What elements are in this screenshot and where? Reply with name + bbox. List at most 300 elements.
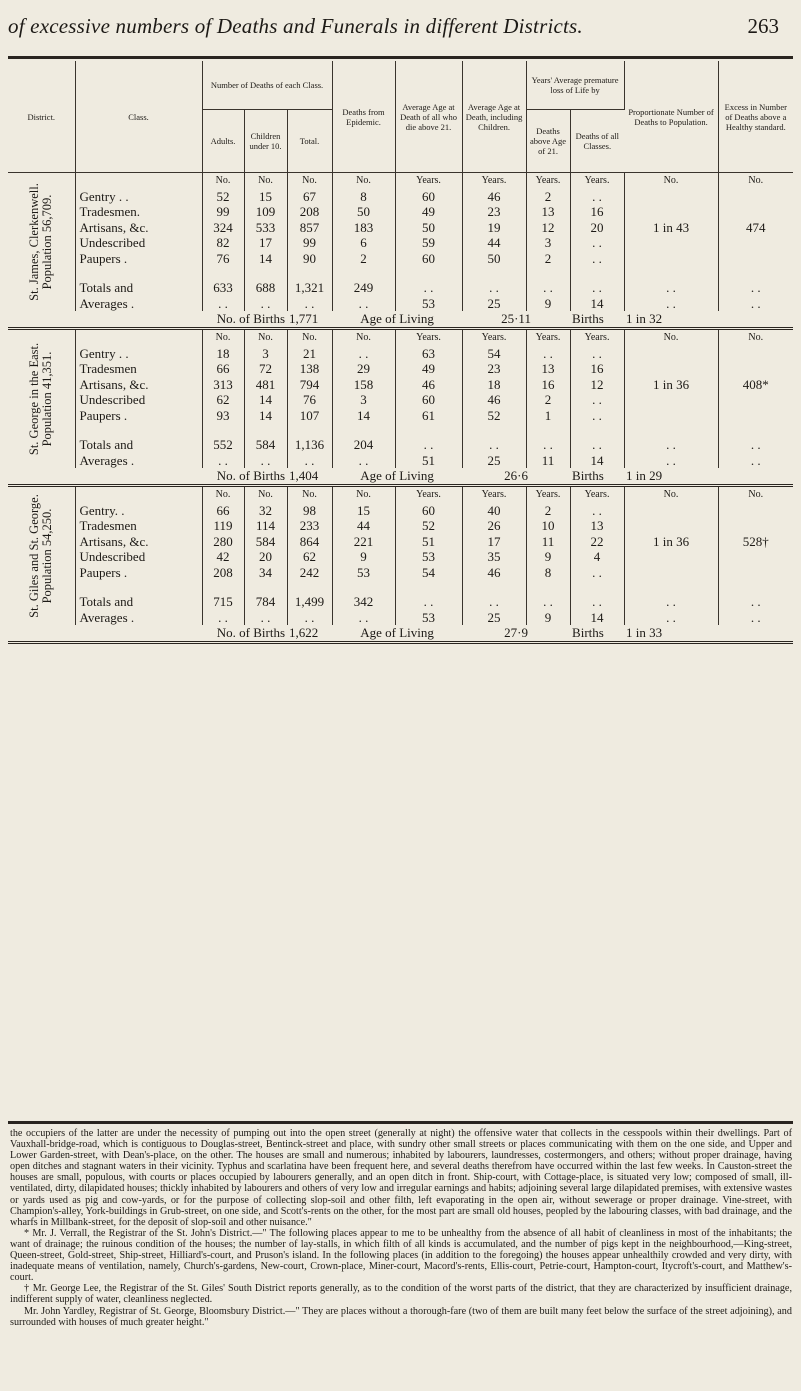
cell-adults: 62 xyxy=(202,392,244,408)
footnote-yardley: Mr. John Yardley, Registrar of St. George, Bloomsbury District.—" They are places without a thorough-fare (two of them are built many feet below the surface of the street adjoining), and surrounded with houses of much greater height." xyxy=(10,1305,792,1328)
totals-epidemic: 204 xyxy=(332,437,395,453)
cell-age21: 60 xyxy=(395,503,462,519)
empty-mark: . . xyxy=(202,610,244,626)
cell-loss21: 11 xyxy=(526,534,570,550)
footnote-verrall: * Mr. J. Verrall, the Registrar of the St. John's District.—" The following places appear to me to be unhealthy from the absence of all habit of cleanliness in most of the inhabitants; the want of drainage; the ruinous condition of the houses; the number of lay-stalls, in which filth of all kinds is accumulated, and the number of pigs kept in the neighbourhood,—King-street, Queen-street, Gold-street, Ship-street, Hilliard's-court, and Pruson's island. In the following places (in addition to the foregoing) the houses appear unhealthily crowded and very dirty, with inadequate means of ventilation, namely, Church's-gardens, New-court, Crown-place, Miner-court, Macord's-rents, Ellis-court, Petrie-court, Hampton-court, Itycroft's-court, and Matthew's-court. xyxy=(10,1227,792,1284)
cell-total: 90 xyxy=(287,251,332,267)
unit-label: Years. xyxy=(462,329,526,346)
cell-adults: 52 xyxy=(202,189,244,205)
empty-mark: . . xyxy=(244,453,287,469)
empty-mark: . . xyxy=(332,453,395,469)
cell-adults: 18 xyxy=(202,346,244,362)
cell-loss21: 2 xyxy=(526,392,570,408)
cell-loss21: 8 xyxy=(526,565,570,581)
cell-children: 3 xyxy=(244,346,287,362)
cell-lossall: 13 xyxy=(570,518,624,534)
unit-label: No. xyxy=(244,486,287,503)
class-name: Tradesmen xyxy=(75,518,202,534)
unit-label: Years. xyxy=(395,173,462,189)
births-word: Births xyxy=(570,468,624,486)
cell-children: 481 xyxy=(244,377,287,393)
empty-mark: . . xyxy=(244,296,287,312)
cell-adults: 76 xyxy=(202,251,244,267)
cell-adults: 42 xyxy=(202,549,244,565)
cell-age21: 49 xyxy=(395,361,462,377)
excess-value: 474 xyxy=(746,219,766,235)
births-row xyxy=(8,625,793,643)
cell-children: 14 xyxy=(244,392,287,408)
cell-total: 242 xyxy=(287,565,332,581)
cell-age21: 54 xyxy=(395,565,462,581)
living-value: 25·11 xyxy=(462,311,570,329)
cell-children: 14 xyxy=(244,251,287,267)
cell-loss21: 2 xyxy=(526,189,570,205)
table-row xyxy=(8,346,793,362)
cell-ageall: 52 xyxy=(462,408,526,424)
cell-total: 233 xyxy=(287,518,332,534)
cell-ageall: 46 xyxy=(462,189,526,205)
col-deaths-epidemic: Deaths from Epidemic. xyxy=(332,61,395,173)
top-rule xyxy=(8,56,793,59)
cell-adults: 66 xyxy=(202,361,244,377)
totals-row xyxy=(8,437,793,453)
unit-label: No. xyxy=(624,173,718,189)
spacer-cell xyxy=(718,266,793,280)
proportion-value: 1 in 36 xyxy=(624,503,718,581)
cell-loss21: 9 xyxy=(526,549,570,565)
page-number: 263 xyxy=(747,14,779,38)
district-label xyxy=(8,329,75,469)
spacer-cell xyxy=(75,580,202,594)
cell-lossall: . . xyxy=(570,189,624,205)
cell-loss21: 2 xyxy=(526,251,570,267)
empty-mark: . . xyxy=(624,610,718,626)
paragraph: the occupiers of the latter are under the necessity of pumping out into the open street (generally at night) the offensive water that collects in the cesspools within their dwellings. Part of Vauxhall-bridge-road, which is contiguous to Douglas-street, Bentinck-street and place, with sundry other small streets or places communicating with them on the one side, and Upper and Lower Garden-street, with Dean's-place, on the other. The houses are small and numerous; inhabited by labourers, laundresses, costermongers, and others; without proper drainage, having open ditches and stagnant waters in their vicinity. Typhus and scarlatina have been frequent here, and several deaths therefrom have occurred within the last few weeks. In Causton-street the houses are small, populous, with courts or places occupied by labourers generally, and an open ditch in front. Ship-court, with Cottage-place, is situated very low; composed of small, ill-ventilated, dirty, dilapidated houses; thickly inhabited by labourers and others of very low and irregular earnings and habits; adjoining several large dilapidated premises, with extensive wastes or yards used as pig and cow-yards, or for the purpose of collecting slop-soil and other filth, left evaporating in the open air, without sewerage or proper drainage. Vine-street, with Champion's-alley, York-buildings in Grub-street, on one side, and Scott's-rents on the other, for the most part are small old houses, peopled by the labouring classes, with bad drainage, and the wharfs in Millbank-street, for the deposit of slop-soil and other nuisance." xyxy=(10,1128,792,1228)
footnote-lee: † Mr. George Lee, the Registrar of the St. Giles' South District reports generally, as to the condition of the worst parts of the district, that they are characterized by insufficient drainage, indifferent supply of water, cleanliness neglected. xyxy=(10,1283,792,1306)
col-number-of-deaths: Number of Deaths of each Class. xyxy=(202,61,332,110)
spacer-cell xyxy=(395,580,462,594)
cell-adults: 66 xyxy=(202,503,244,519)
spacer-row xyxy=(8,423,793,437)
empty-mark: . . xyxy=(287,453,332,469)
cell-loss21: 3 xyxy=(526,235,570,251)
unit-label: No. xyxy=(202,486,244,503)
totals-children: 688 xyxy=(244,280,287,296)
class-name: Tradesmen. xyxy=(75,204,202,220)
unit-label: No. xyxy=(287,173,332,189)
totals-row xyxy=(8,280,793,296)
cell-loss21: 12 xyxy=(526,220,570,236)
cell-lossall: . . xyxy=(570,235,624,251)
births-label: No. of Births xyxy=(75,311,287,329)
table-row xyxy=(8,503,793,519)
class-name: Artisans, &c. xyxy=(75,220,202,236)
empty-mark: . . xyxy=(750,609,761,625)
empty-mark: . . xyxy=(750,452,761,468)
cell-ageall: 17 xyxy=(462,534,526,550)
cell-total: 138 xyxy=(287,361,332,377)
cell-total: 857 xyxy=(287,220,332,236)
class-name: Gentry. . xyxy=(75,503,202,519)
births-label-blank xyxy=(8,468,75,486)
cell-epidemic: 9 xyxy=(332,549,395,565)
averages-age21: 51 xyxy=(395,453,462,469)
spacer-cell xyxy=(202,580,244,594)
col-district: District. xyxy=(8,61,75,173)
district-population: Population 56,709. xyxy=(40,194,55,290)
spacer-cell xyxy=(570,266,624,280)
empty-mark: . . xyxy=(462,280,526,296)
cell-age21: 53 xyxy=(395,549,462,565)
cell-epidemic: 44 xyxy=(332,518,395,534)
class-name: Artisans, &c. xyxy=(75,534,202,550)
averages-row xyxy=(8,610,793,626)
body-text xyxy=(10,1128,792,1328)
class-name: Paupers . xyxy=(75,251,202,267)
empty-mark: . . xyxy=(526,280,570,296)
class-name: Tradesmen xyxy=(75,361,202,377)
class-name: Undescribed xyxy=(75,549,202,565)
living-value: 26·6 xyxy=(462,468,570,486)
cell-epidemic: 29 xyxy=(332,361,395,377)
living-value: 27·9 xyxy=(462,625,570,643)
cell-age21: 63 xyxy=(395,346,462,362)
averages-loss21: 9 xyxy=(526,610,570,626)
births-word: Births xyxy=(570,625,624,643)
totals-label: Totals and xyxy=(75,280,202,296)
cell-loss21: 16 xyxy=(526,377,570,393)
cell-adults: 82 xyxy=(202,235,244,251)
cell-loss21: 1 xyxy=(526,408,570,424)
empty-mark: . . xyxy=(570,437,624,453)
class-name: Paupers . xyxy=(75,408,202,424)
cell-age21: 49 xyxy=(395,204,462,220)
cell-children: 72 xyxy=(244,361,287,377)
unit-label: Years. xyxy=(570,173,624,189)
cell-loss21: 10 xyxy=(526,518,570,534)
class-cell-blank xyxy=(75,486,202,503)
empty-mark: . . xyxy=(750,437,761,452)
col-excess: Excess in Number of Deaths above a Healthy standard. xyxy=(718,61,793,173)
totals-label: Totals and xyxy=(75,437,202,453)
cell-age21: 59 xyxy=(395,235,462,251)
empty-mark: . . xyxy=(202,296,244,312)
unit-label: No. xyxy=(624,486,718,503)
cell-lossall: . . xyxy=(570,392,624,408)
births-value: 1,622 xyxy=(287,625,332,643)
cell-children: 15 xyxy=(244,189,287,205)
unit-label: No. xyxy=(332,329,395,346)
cell-ageall: 23 xyxy=(462,204,526,220)
averages-label: Averages . xyxy=(75,610,202,626)
births-word: Births xyxy=(570,311,624,329)
cell-epidemic: 2 xyxy=(332,251,395,267)
col-class: Class. xyxy=(75,61,202,173)
averages-lossall: 14 xyxy=(570,610,624,626)
spacer-cell xyxy=(624,266,718,280)
spacer-cell xyxy=(462,423,526,437)
living-label: Age of Living xyxy=(332,625,462,643)
unit-row xyxy=(8,173,793,189)
spacer-cell xyxy=(244,266,287,280)
averages-loss21: 9 xyxy=(526,296,570,312)
cell-total: 794 xyxy=(287,377,332,393)
unit-label: Years. xyxy=(395,329,462,346)
spacer-cell xyxy=(287,423,332,437)
cell-total: 76 xyxy=(287,392,332,408)
cell-children: 109 xyxy=(244,204,287,220)
district-label xyxy=(8,173,75,312)
averages-age21: 53 xyxy=(395,296,462,312)
class-name: Artisans, &c. xyxy=(75,377,202,393)
births-label: No. of Births xyxy=(75,468,287,486)
cell-adults: 93 xyxy=(202,408,244,424)
col-deaths-all-classes: Deaths of all Classes. xyxy=(570,110,624,173)
district-label xyxy=(8,486,75,626)
cell-epidemic: 221 xyxy=(332,534,395,550)
cell-adults: 208 xyxy=(202,565,244,581)
empty-mark: . . xyxy=(624,453,718,469)
cell-lossall: . . xyxy=(570,346,624,362)
unit-label: No. xyxy=(244,329,287,346)
spacer-cell xyxy=(570,580,624,594)
cell-children: 114 xyxy=(244,518,287,534)
spacer-cell xyxy=(462,266,526,280)
spacer-cell xyxy=(202,266,244,280)
living-label: Age of Living xyxy=(332,468,462,486)
cell-loss21: 2 xyxy=(526,503,570,519)
cell-children: 34 xyxy=(244,565,287,581)
spacer-cell xyxy=(202,423,244,437)
spacer-cell xyxy=(75,266,202,280)
births-label-blank xyxy=(8,311,75,329)
cell-total: 864 xyxy=(287,534,332,550)
empty-mark: . . xyxy=(395,280,462,296)
district-name-block xyxy=(28,183,54,301)
cell-age21: 61 xyxy=(395,408,462,424)
unit-row xyxy=(8,329,793,346)
class-name: Undescribed xyxy=(75,235,202,251)
births-value: 1,404 xyxy=(287,468,332,486)
cell-epidemic: 183 xyxy=(332,220,395,236)
cell-lossall: . . xyxy=(570,408,624,424)
table-body xyxy=(8,173,793,643)
totals-total: 1,321 xyxy=(287,280,332,296)
cell-ageall: 44 xyxy=(462,235,526,251)
totals-total: 1,136 xyxy=(287,437,332,453)
spacer-cell xyxy=(526,423,570,437)
cell-age21: 50 xyxy=(395,220,462,236)
unit-label: Years. xyxy=(462,173,526,189)
averages-label: Averages . xyxy=(75,453,202,469)
spacer-cell xyxy=(332,423,395,437)
spacer-cell xyxy=(624,423,718,437)
col-avg-age-21: Average Age at Death of all who die above 21. xyxy=(395,61,462,173)
cell-epidemic: 15 xyxy=(332,503,395,519)
unit-label: Years. xyxy=(570,329,624,346)
empty-mark: . . xyxy=(202,453,244,469)
empty-mark: . . xyxy=(624,296,718,312)
district-name: St. James, Clerkenwell. xyxy=(27,183,42,301)
cell-ageall: 46 xyxy=(462,392,526,408)
unit-row xyxy=(8,486,793,503)
cell-total: 21 xyxy=(287,346,332,362)
spacer-row xyxy=(8,266,793,280)
cell-total: 62 xyxy=(287,549,332,565)
totals-epidemic: 249 xyxy=(332,280,395,296)
class-cell-blank xyxy=(75,173,202,189)
unit-label: No. xyxy=(748,332,764,343)
averages-label: Averages . xyxy=(75,296,202,312)
empty-mark: . . xyxy=(570,594,624,610)
cell-lossall: . . xyxy=(570,565,624,581)
cell-ageall: 35 xyxy=(462,549,526,565)
empty-mark: . . xyxy=(526,437,570,453)
unit-label: Years. xyxy=(526,173,570,189)
col-avg-age-all: Average Age at Death, including Children. xyxy=(462,61,526,173)
spacer-cell xyxy=(287,266,332,280)
unit-label: No. xyxy=(287,329,332,346)
empty-mark: . . xyxy=(462,594,526,610)
empty-mark: . . xyxy=(624,280,718,296)
empty-mark: . . xyxy=(395,594,462,610)
district-name: St. George in the East. xyxy=(27,342,42,456)
cell-children: 32 xyxy=(244,503,287,519)
births-proportion: 1 in 32 xyxy=(624,311,793,329)
births-row xyxy=(8,311,793,329)
cell-epidemic: 8 xyxy=(332,189,395,205)
empty-mark: . . xyxy=(526,594,570,610)
empty-mark: . . xyxy=(750,594,761,609)
totals-total: 1,499 xyxy=(287,594,332,610)
cell-epidemic: 6 xyxy=(332,235,395,251)
empty-mark: . . xyxy=(287,296,332,312)
unit-label: Years. xyxy=(526,329,570,346)
cell-total: 107 xyxy=(287,408,332,424)
unit-label: No. xyxy=(287,486,332,503)
cell-ageall: 19 xyxy=(462,220,526,236)
cell-children: 533 xyxy=(244,220,287,236)
cell-ageall: 18 xyxy=(462,377,526,393)
cell-epidemic: . . xyxy=(332,346,395,362)
empty-mark: . . xyxy=(332,610,395,626)
cell-lossall: 16 xyxy=(570,204,624,220)
cell-ageall: 54 xyxy=(462,346,526,362)
empty-mark: . . xyxy=(570,280,624,296)
averages-lossall: 14 xyxy=(570,453,624,469)
averages-row xyxy=(8,296,793,312)
cell-lossall: 20 xyxy=(570,220,624,236)
births-row xyxy=(8,468,793,486)
totals-children: 784 xyxy=(244,594,287,610)
bottom-rule xyxy=(8,1121,793,1124)
cell-adults: 280 xyxy=(202,534,244,550)
cell-lossall: . . xyxy=(570,251,624,267)
spacer-cell xyxy=(718,423,793,437)
cell-age21: 60 xyxy=(395,392,462,408)
excess-value: 528† xyxy=(742,533,769,549)
table-row xyxy=(8,189,793,205)
district-name-block xyxy=(28,494,54,618)
cell-loss21: 13 xyxy=(526,204,570,220)
page-header-title: of excessive numbers of Deaths and Funerals in different Districts. xyxy=(8,14,583,38)
cell-epidemic: 53 xyxy=(332,565,395,581)
cell-lossall: 4 xyxy=(570,549,624,565)
cell-children: 584 xyxy=(244,534,287,550)
totals-epidemic: 342 xyxy=(332,594,395,610)
district-population: Population 54,250. xyxy=(40,508,55,604)
empty-mark: . . xyxy=(244,610,287,626)
cell-ageall: 26 xyxy=(462,518,526,534)
unit-label: Years. xyxy=(462,486,526,503)
unit-label: Years. xyxy=(395,486,462,503)
cell-epidemic: 3 xyxy=(332,392,395,408)
births-proportion: 1 in 33 xyxy=(624,625,793,643)
empty-mark: . . xyxy=(287,610,332,626)
cell-ageall: 23 xyxy=(462,361,526,377)
cell-lossall: 16 xyxy=(570,361,624,377)
cell-age21: 51 xyxy=(395,534,462,550)
spacer-cell xyxy=(718,580,793,594)
cell-adults: 313 xyxy=(202,377,244,393)
unit-label: Years. xyxy=(570,486,624,503)
unit-label: No. xyxy=(332,173,395,189)
cell-adults: 99 xyxy=(202,204,244,220)
cell-lossall: 22 xyxy=(570,534,624,550)
unit-label: No. xyxy=(748,175,764,186)
empty-mark: . . xyxy=(395,437,462,453)
cell-ageall: 50 xyxy=(462,251,526,267)
spacer-cell xyxy=(624,580,718,594)
cell-age21: 60 xyxy=(395,251,462,267)
births-proportion: 1 in 29 xyxy=(624,468,793,486)
col-total: Total. xyxy=(287,110,332,173)
averages-age21: 53 xyxy=(395,610,462,626)
births-value: 1,771 xyxy=(287,311,332,329)
births-label-blank xyxy=(8,625,75,643)
cell-age21: 46 xyxy=(395,377,462,393)
unit-label: No. xyxy=(244,173,287,189)
unit-label: No. xyxy=(332,486,395,503)
cell-ageall: 40 xyxy=(462,503,526,519)
totals-adults: 715 xyxy=(202,594,244,610)
cell-age21: 60 xyxy=(395,189,462,205)
district-population: Population 41,351. xyxy=(40,351,55,447)
proportion-value: 1 in 43 xyxy=(624,189,718,267)
unit-label: No. xyxy=(748,489,764,500)
cell-children: 20 xyxy=(244,549,287,565)
empty-mark: . . xyxy=(624,594,718,610)
cell-adults: 119 xyxy=(202,518,244,534)
spacer-cell xyxy=(462,580,526,594)
empty-mark: . . xyxy=(750,295,761,311)
totals-row xyxy=(8,594,793,610)
running-header xyxy=(0,0,801,52)
spacer-cell xyxy=(244,580,287,594)
empty-mark: . . xyxy=(332,296,395,312)
district-name: St. Giles and St. George. xyxy=(27,494,42,618)
cell-epidemic: 14 xyxy=(332,408,395,424)
spacer-cell xyxy=(75,423,202,437)
spacer-cell xyxy=(526,266,570,280)
col-years-loss: Years' Average premature loss of Life by xyxy=(526,61,624,110)
averages-ageall: 25 xyxy=(462,453,526,469)
living-label: Age of Living xyxy=(332,311,462,329)
averages-lossall: 14 xyxy=(570,296,624,312)
cell-loss21: 13 xyxy=(526,361,570,377)
spacer-cell xyxy=(395,423,462,437)
class-cell-blank xyxy=(75,329,202,346)
